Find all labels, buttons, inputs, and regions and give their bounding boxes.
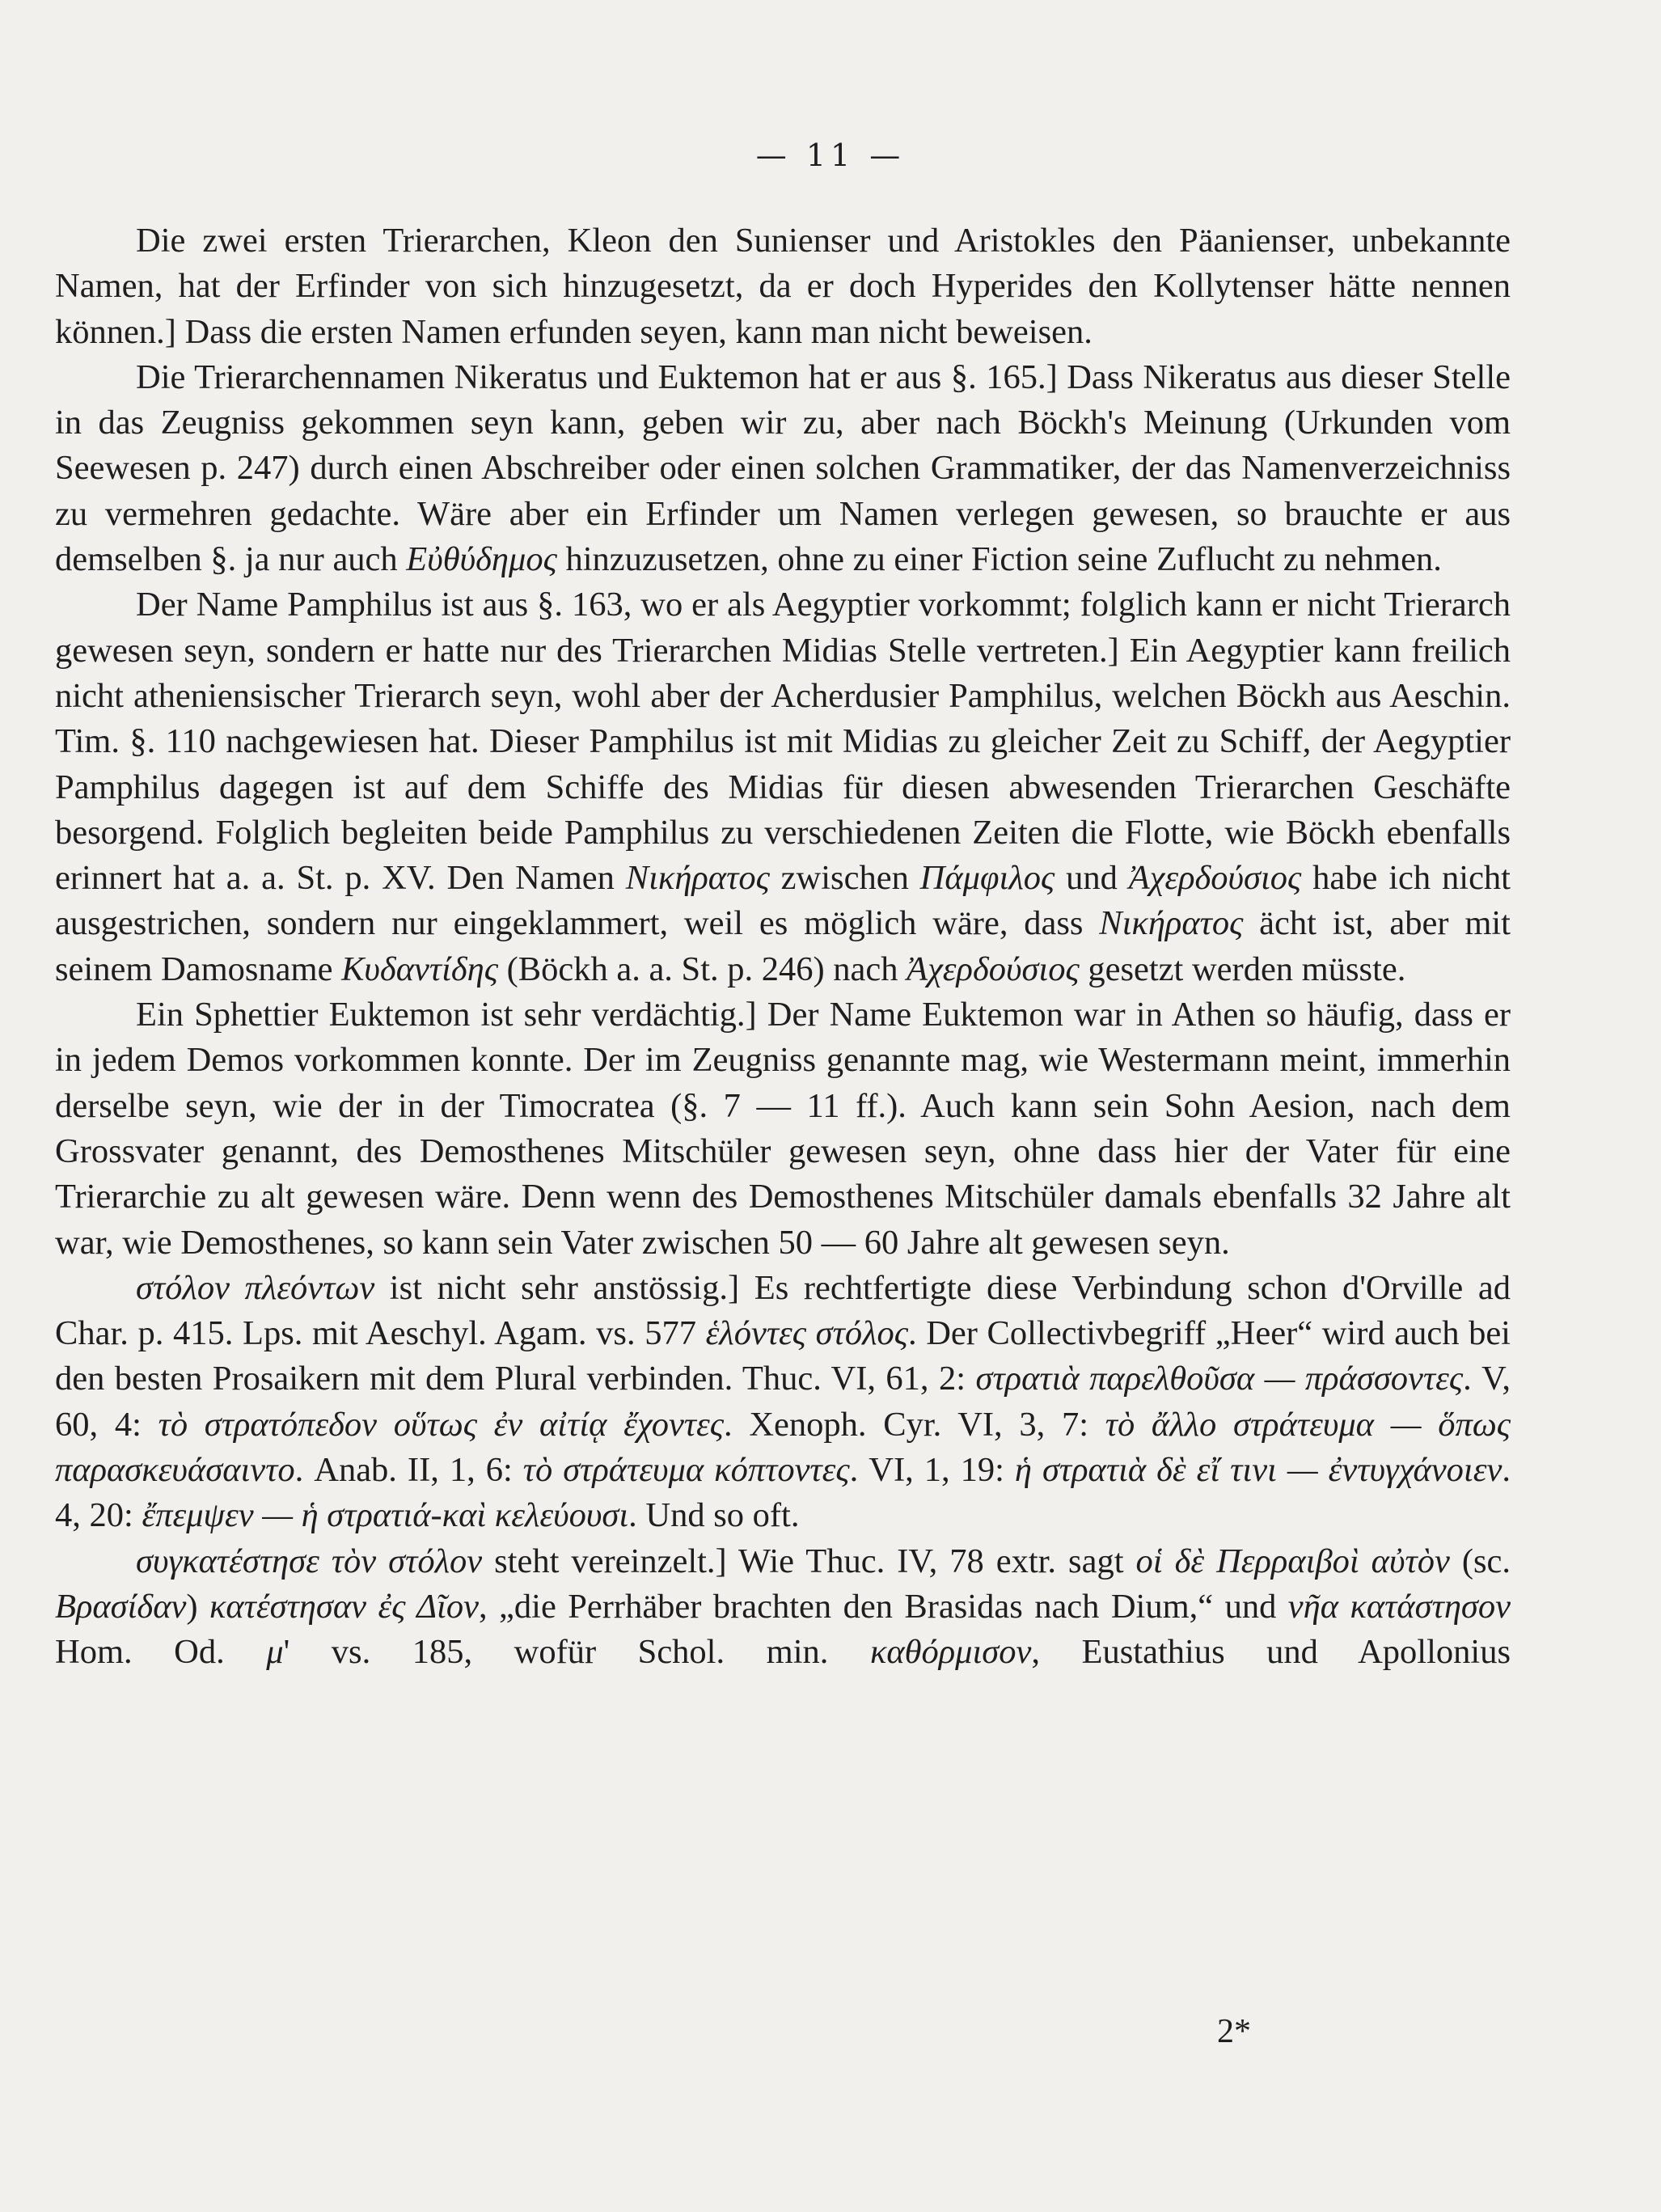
text-run: . Anab. II, 1, 6:	[294, 1451, 523, 1490]
text-run: steht vereinzelt.] Wie Thuc. IV, 78 extr. sagt	[482, 1542, 1136, 1580]
greek-quotation: Βρασίδαν	[55, 1587, 187, 1626]
text-run: zwischen	[769, 859, 920, 898]
greek-quotation: μ	[266, 1633, 284, 1672]
greek-quotation: οἱ δὲ Περραιβοὶ αὐτὸν	[1135, 1542, 1450, 1580]
paragraph	[55, 992, 1511, 1266]
text-run: ist nicht sehr anstössig.] Es rechtfertigte diese Verbindung schon d'Orville ad Char. p. 415. Lps. mit Aeschyl. Agam. vs. 577	[55, 1268, 1511, 1353]
text-run: . Xenoph. Cyr. VI, 3, 7:	[724, 1405, 1105, 1444]
text-run: . Der Collectivbegriff „Heer“ wird auch bei den besten Prosaikern mit dem Plural verbinden. Thuc. VI, 61, 2:	[55, 1314, 1511, 1398]
text-run: und	[1055, 859, 1129, 898]
greek-quotation: νῆα κατάστησον	[1287, 1587, 1511, 1626]
paragraph	[55, 218, 1511, 355]
text-run: (Böckh a. a. St. p. 246) nach	[497, 950, 907, 988]
text-run: Hom. Od.	[55, 1633, 267, 1672]
paragraph	[55, 582, 1511, 992]
text-run: , „die Perrhäber brachten den Brasidas nach Dium,“ und	[478, 1587, 1288, 1626]
text-run: Die zwei ersten Trierarchen, Kleon den Sunienser und Aristokles den Päanienser, unbekannte Namen, hat der Erfinder von sich hinzugesetzt, da er doch Hyperides den Kollytenser hätte nennen können.] Dass die ersten Namen erfunden seyen, kann man nicht beweisen.	[55, 222, 1511, 351]
text-run: . Und so oft.	[628, 1496, 800, 1535]
greek-quotation: τὸ στράτευμα κόπτοντες	[522, 1451, 850, 1490]
greek-quotation: ἑλόντες στόλος	[705, 1314, 908, 1353]
text-run: , Eustathius und Apollonius	[1031, 1633, 1511, 1672]
text-run: Der Name Pamphilus ist aus §. 163, wo er als Aegyptier vorkommt; folglich kann er nicht Trierarch gewesen seyn, sondern er hatte nur des Trierarchen Midias Stelle vertreten.] Ein Aegyptier kann freilich nicht atheniensischer Trierarch seyn, wohl aber der Acherdusier Pamphilus, welchen Böckh aus Aeschin. Tim. §. 110 nachgewiesen hat. Dieser Pamphilus ist mit Midias zu gleicher Zeit zu Schiff, der Aegyptier Pamphilus dagegen ist auf dem Schiffe des Midias für diesen abwesenden Trierarchen Geschäfte besorgend. Folglich begleiten beide Pamphilus zu verschiedenen Zeiten die Flotte, wie Böckh ebenfalls erinnert hat a. a. St. p. XV. Den Namen	[55, 586, 1511, 898]
paragraph	[55, 355, 1511, 582]
page-number: — 11 —	[755, 137, 906, 173]
text-run: ächt ist, aber mit seinem Damosname	[55, 904, 1511, 988]
greek-quotation: καθόρμισον	[869, 1633, 1032, 1672]
greek-quotation: Νικήρατος	[1099, 904, 1244, 943]
text-run: ' vs. 185, wofür Schol. min.	[283, 1633, 870, 1672]
paragraph	[55, 1539, 1511, 1676]
text-run: . VI, 1, 19:	[849, 1451, 1015, 1490]
greek-quotation: Πάμφιλος	[919, 859, 1055, 898]
greek-quotation: συγκατέστησε τὸν στόλον	[136, 1542, 483, 1580]
paragraph	[55, 1266, 1511, 1539]
greek-quotation: Εὐθύδημος	[406, 540, 557, 579]
text-run: habe ich nicht ausgestrichen, sondern nur eingeklammert, weil es möglich wäre, dass	[55, 859, 1511, 943]
greek-quotation: στρατιὰ παρελθοῦσα — πράσσοντες	[975, 1360, 1464, 1398]
text-run: Die Trierarchennamen Nikeratus und Euktemon hat er aus §. 165.] Dass Nikeratus aus dieser Stelle in das Zeugniss gekommen seyn kann, geben wir zu, aber nach Böckh's Meinung (Urkunden vom Seewesen p. 247) durch einen Abschreiber oder einen solchen Grammatiker, der das Namenverzeichniss zu vermehren gedachte. Wäre aber ein Erfinder um Namen verlegen gewesen, so brauchte er aus demselben §. ja nur auch	[55, 357, 1511, 579]
greek-quotation: τὸ ἄλλο στράτευμα — ὅπως παρασκευάσαιντο	[55, 1405, 1511, 1490]
greek-quotation: Ἀχερδούσιος	[907, 950, 1080, 988]
text-run: )	[186, 1587, 209, 1626]
text-run: gesetzt werden müsste.	[1079, 950, 1406, 988]
body-text	[55, 218, 1511, 1676]
text-run: Ein Sphettier Euktemon ist sehr verdächtig.] Der Name Euktemon war in Athen so häufig, dass er in jedem Demos vorkommen konnte. Der im Zeugniss genannte mag, wie Westermann meint, immerhin derselbe seyn, wie der in der Timocratea (§. 7 — 11 ff.). Auch kann sein Sohn Aesion, nach dem Grossvater genannt, des Demosthenes Mitschüler gewesen seyn, ohne dass hier der Vater für eine Trierarchie zu alt gewesen wäre. Denn wenn des Demosthenes Mitschüler damals ebenfalls 32 Jahre alt war, wie Demosthenes, so kann sein Vater zwischen 50 — 60 Jahre alt gewesen seyn.	[55, 996, 1511, 1262]
text-run: . V, 60, 4:	[55, 1360, 1511, 1444]
greek-quotation: τὸ στρατόπεδον οὕτως ἐν αἰτίᾳ ἔχοντες	[158, 1405, 725, 1444]
text-run: . 4, 20:	[55, 1451, 1511, 1535]
signature-mark: 2*	[1217, 2013, 1251, 2050]
greek-quotation: Νικήρατος	[625, 859, 770, 898]
greek-quotation: Κυδαντίδης	[341, 950, 498, 988]
greek-quotation: στόλον πλεόντων	[136, 1268, 375, 1307]
greek-quotation: κατέστησαν ἐς Δῖον	[209, 1587, 479, 1626]
greek-quotation: Ἀχερδούσιος	[1128, 859, 1302, 898]
greek-quotation: ἔπεμψεν — ἡ στρατιά-καὶ κελεύουσι	[142, 1496, 629, 1535]
text-run: (sc.	[1449, 1542, 1511, 1580]
text-run: hinzuzusetzen, ohne zu einer Fiction seine Zuflucht zu nehmen.	[556, 540, 1442, 579]
greek-quotation: ἡ στρατιὰ δὲ εἴ τινι — ἐντυγχάνοιεν	[1014, 1451, 1503, 1490]
